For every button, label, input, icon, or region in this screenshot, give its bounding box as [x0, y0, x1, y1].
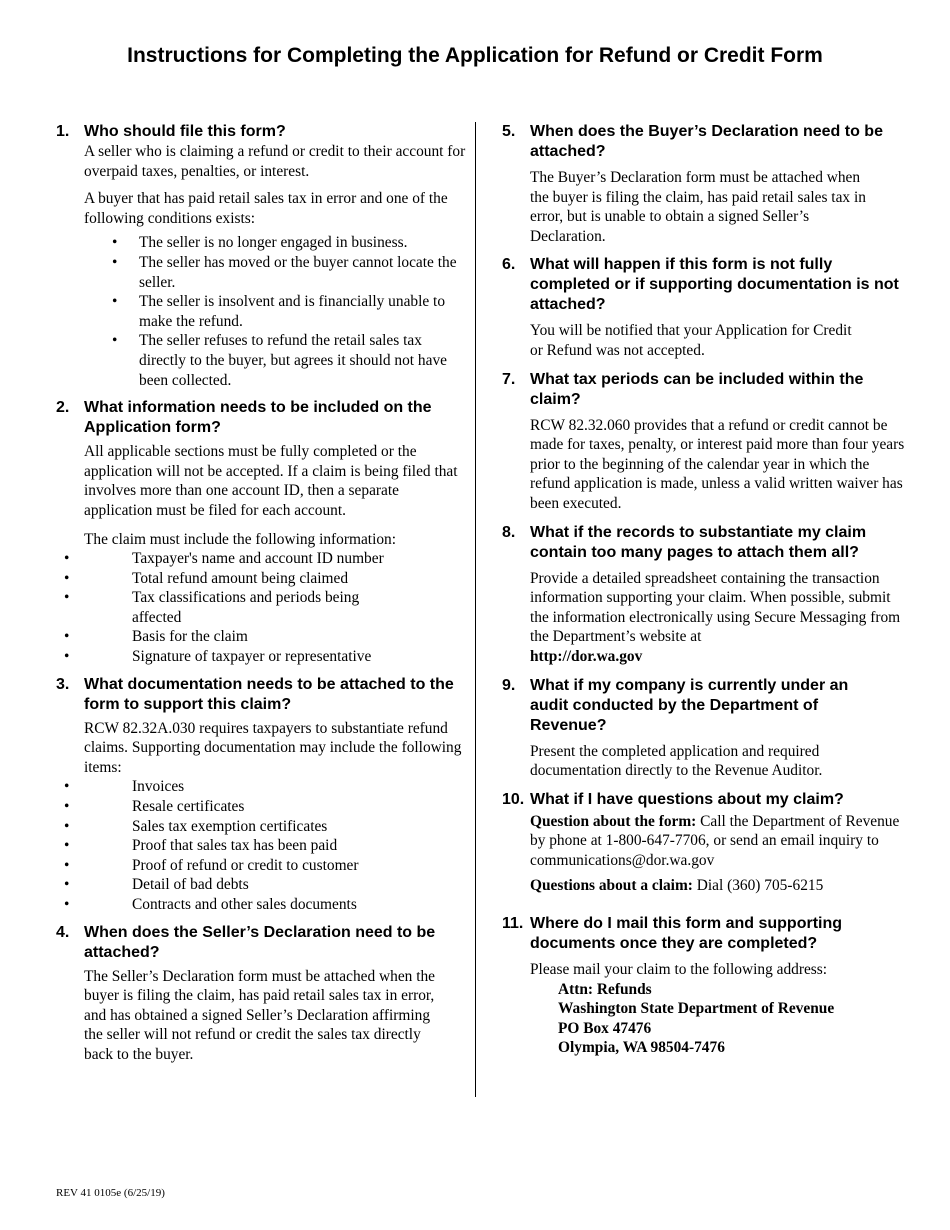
bullet-list: [56, 549, 466, 667]
section-paragraph: RCW 82.32A.030 requires taxpayers to substantiate refund claims. Supporting documentation may include the following items:: [84, 719, 462, 776]
section-heading: [56, 398, 466, 438]
section-8: [502, 523, 912, 667]
list-item: • Proof that sales tax has been paid: [64, 837, 338, 855]
section-number: 5.: [502, 123, 516, 140]
list-item: • Sales tax exemption certificates: [64, 817, 328, 835]
section-paragraph: Provide a detailed spreadsheet containing the transaction information supporting your claim. When possible, submit the information electronically using Secure Messaging from the Department’s website at: [530, 569, 901, 646]
list-item: • The seller refuses to refund the retail sales tax directly to the buyer, but agrees it should not have been collected.: [112, 332, 447, 389]
section-11: [502, 914, 912, 1058]
section-paragraph: You will be notified that your Application for Credit or Refund was not accepted.: [530, 322, 852, 359]
section-heading: [502, 523, 912, 563]
section-heading: [502, 914, 912, 954]
section-3: [56, 675, 466, 915]
section-paragraph: A buyer that has paid retail sales tax in error and one of the following conditions exists:: [84, 190, 448, 227]
list-item: • Basis for the claim: [64, 628, 248, 646]
list-item: • Proof of refund or credit to customer: [64, 856, 359, 874]
column-divider: [475, 122, 476, 1097]
section-question: What will happen if this form is not fully completed or if supporting documentation is not attached?: [530, 256, 899, 314]
list-item: • Signature of taxpayer or representative: [64, 648, 372, 666]
section-7: [502, 370, 912, 514]
list-item: • The seller has moved or the buyer cannot locate the seller.: [112, 253, 457, 291]
list-item: • Contracts and other sales documents: [64, 896, 357, 913]
list-item: • Invoices: [64, 778, 185, 796]
section-paragraph: The Buyer’s Declaration form must be attached when the buyer is filing the claim, has paid retail sales tax in error, but is unable to obtain a signed Seller’s Declaration.: [530, 169, 866, 245]
list-item: • Tax classifications and periods being affected: [64, 589, 360, 626]
section-number: 8.: [502, 523, 516, 541]
section-paragraph: RCW 82.32.060 provides that a refund or credit cannot be made for taxes, penalty, or interest paid more than four years prior to the beginning of the calendar year in which the refund application is made, unless a valid written waiver has been executed.: [530, 416, 905, 512]
section-heading: [502, 790, 912, 810]
page-title: Instructions for Completing the Application for Refund or Credit Form: [127, 44, 823, 67]
mailing-address: [558, 980, 912, 1058]
section-question: When does the Buyer’s Declaration need to be attached?: [530, 123, 883, 160]
section-paragraph: Present the completed application and required documentation directly to the Revenue Auditor.: [530, 742, 823, 780]
section-2: [56, 398, 466, 667]
section-question: When does the Seller’s Declaration need to be attached?: [84, 923, 436, 961]
section-heading: [502, 676, 912, 736]
bullet-list: [56, 233, 466, 390]
section-question: What information needs to be included on the Application form?: [84, 399, 432, 437]
left-column: [56, 122, 466, 1065]
website-link[interactable]: http://dor.wa.gov: [530, 647, 643, 665]
section-number: 6.: [502, 256, 516, 274]
address-line: PO Box 47476: [558, 1019, 652, 1037]
section-paragraph: The Seller’s Declaration form must be attached when the buyer is filing the claim, has paid retail sales tax in error, and has obtained a signed Seller’s Declaration affirming the seller will not refund or credit the sales tax directly back to the buyer.: [84, 967, 436, 1063]
form-question-contact: Question about the form: Call the Department of Revenue by phone at 1-800-647-7706, or send an email inquiry to communications@dor.wa.gov: [530, 812, 900, 869]
section-heading: [56, 122, 466, 142]
address-line: Washington State Department of Revenue: [558, 1000, 835, 1018]
list-item: • Detail of bad debts: [64, 876, 249, 894]
section-question: Who should file this form?: [84, 123, 286, 140]
section-question: What if the records to substantiate my claim contain too many pages to attach them all?: [530, 523, 867, 561]
section-heading: [502, 255, 912, 315]
section-question: What documentation needs to be attached to the form to support this claim?: [84, 675, 454, 713]
section-9: [502, 676, 912, 781]
section-paragraph: All applicable sections must be fully completed or the application will not be accepted. If a claim is being filed that involves more than one account ID, then a separate application must be filed for each account.: [84, 443, 458, 519]
section-heading: [502, 122, 912, 162]
section-4: [56, 923, 466, 1065]
section-number: 2.: [56, 399, 70, 417]
claim-question-contact: Questions about a claim: Dial (360) 705-6215: [530, 877, 824, 895]
section-1: [56, 122, 466, 390]
section-question: What if my company is currently under an audit conducted by the Department of Revenue?: [530, 676, 849, 734]
form-revision-footer: REV 41 0105e (6/25/19): [56, 1187, 165, 1199]
section-question: Where do I mail this form and supporting documents once they are completed?: [530, 915, 843, 953]
list-item: • Total refund amount being claimed: [64, 569, 349, 587]
section-number: 9.: [502, 676, 516, 694]
section-heading: [56, 923, 466, 963]
section-number: 11.: [502, 915, 524, 933]
address-line: Attn: Refunds: [558, 980, 652, 998]
section-number: 1.: [56, 123, 70, 140]
section-6: [502, 255, 912, 360]
bullet-list: [56, 777, 466, 914]
section-number: 7.: [502, 370, 516, 388]
right-column: [502, 122, 912, 1058]
section-paragraph: Please mail your claim to the following address:: [530, 961, 828, 979]
section-paragraph: The claim must include the following information:: [84, 530, 397, 548]
section-number: 4.: [56, 923, 70, 941]
list-item: • Resale certificates: [64, 798, 245, 816]
address-line: Olympia, WA 98504-7476: [558, 1039, 725, 1057]
section-question: What tax periods can be included within the claim?: [530, 370, 864, 408]
section-question: What if I have questions about my claim?: [530, 790, 844, 808]
section-10: [502, 790, 912, 896]
section-heading: [56, 675, 466, 715]
section-number: 10.: [502, 790, 525, 808]
section-paragraph: A seller who is claiming a refund or credit to their account for overpaid taxes, penalties, or interest.: [84, 143, 466, 180]
section-5: [502, 122, 912, 246]
list-item: • Taxpayer's name and account ID number: [64, 550, 384, 568]
section-heading: [502, 370, 912, 410]
list-item: • The seller is insolvent and is financially unable to make the refund.: [112, 293, 446, 330]
list-item: • The seller is no longer engaged in business.: [112, 234, 408, 252]
section-number: 3.: [56, 675, 70, 693]
